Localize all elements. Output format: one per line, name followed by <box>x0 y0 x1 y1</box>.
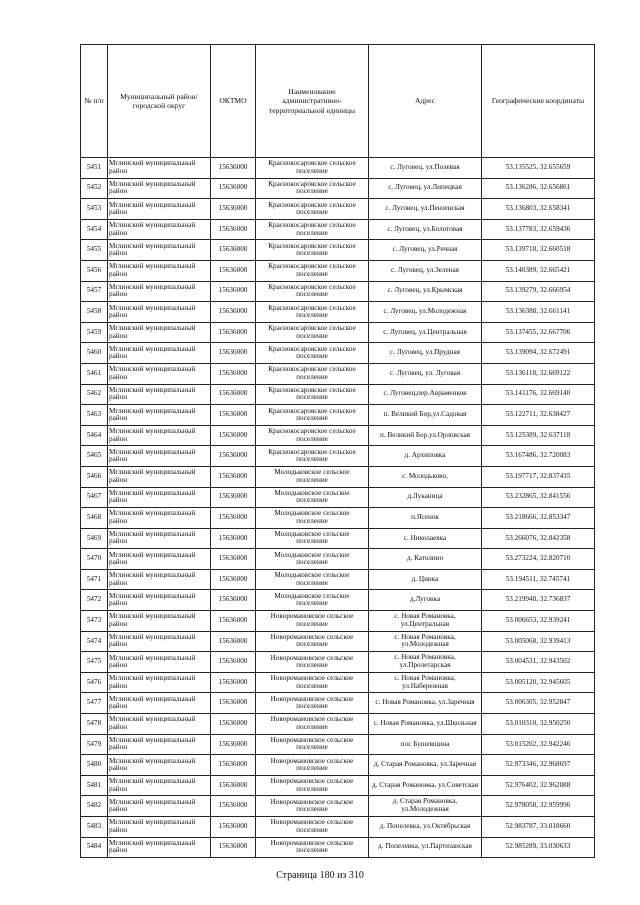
row-number: 5474 <box>81 631 108 652</box>
oktmo-cell: 15636000 <box>211 693 256 714</box>
coordinates-cell: 53.137455, 32.667706 <box>482 322 595 343</box>
row-number: 5466 <box>81 466 108 487</box>
address-cell: п. Великий Бор,ул.Орловская <box>369 425 482 446</box>
oktmo-cell: 15636000 <box>211 466 256 487</box>
table-row <box>81 425 595 446</box>
settlement-cell: Новоромановское сельское поселение <box>256 775 369 796</box>
coordinates-cell: 53.136286, 32.656861 <box>482 178 595 199</box>
coordinates-cell: 53.140389, 32.665421 <box>482 260 595 281</box>
table-row <box>81 487 595 508</box>
address-cell: с. Луговец, ул.Болотовая <box>369 219 482 240</box>
address-cell: д. Архиповка <box>369 446 482 467</box>
oktmo-cell: 15636000 <box>211 158 256 179</box>
settlement-cell: Молодьковское сельское поселение <box>256 528 369 549</box>
address-cell: с. Новая Романовка, ул.Набережная <box>369 672 482 693</box>
coordinates-cell: 52.985289, 33.030633 <box>482 837 595 858</box>
coordinates-cell: 53.006305, 32.952847 <box>482 693 595 714</box>
coordinates-cell: 53.139718, 32.660518 <box>482 240 595 261</box>
oktmo-cell: 15636000 <box>211 281 256 302</box>
oktmo-cell: 15636000 <box>211 611 256 632</box>
oktmo-cell: 15636000 <box>211 817 256 838</box>
row-number: 5472 <box>81 590 108 611</box>
oktmo-cell: 15636000 <box>211 569 256 590</box>
table-row <box>81 219 595 240</box>
district-cell: Мглинский муниципальный район <box>108 775 211 796</box>
address-cell: с. Луговец, ул.Крымская <box>369 281 482 302</box>
coordinates-cell: 53.232865, 32.841556 <box>482 487 595 508</box>
district-cell: Мглинский муниципальный район <box>108 446 211 467</box>
oktmo-cell: 15636000 <box>211 775 256 796</box>
settlement-cell: Новоромановское сельское поселение <box>256 817 369 838</box>
row-number: 5470 <box>81 549 108 570</box>
table-row <box>81 363 595 384</box>
oktmo-cell: 15636000 <box>211 590 256 611</box>
district-cell: Мглинский муниципальный район <box>108 405 211 426</box>
address-cell: с. Новая Романовка, ул.Пролетарская <box>369 652 482 673</box>
district-cell: Мглинский муниципальный район <box>108 837 211 858</box>
settlement-cell: Новоромановское сельское поселение <box>256 714 369 735</box>
coordinates-cell: 53.136388, 32.661141 <box>482 302 595 323</box>
oktmo-cell: 15636000 <box>211 219 256 240</box>
district-cell: Мглинский муниципальный район <box>108 425 211 446</box>
district-cell: Мглинский муниципальный район <box>108 590 211 611</box>
settlement-cell: Краснокосаровское сельское поселение <box>256 302 369 323</box>
oktmo-cell: 15636000 <box>211 199 256 220</box>
table-row <box>81 817 595 838</box>
coordinates-cell: 53.139279, 32.666954 <box>482 281 595 302</box>
settlement-cell: Молодьковское сельское поселение <box>256 508 369 529</box>
oktmo-cell: 15636000 <box>211 508 256 529</box>
address-cell: с. Новая Романовка, ул.Школьная <box>369 714 482 735</box>
settlement-cell: Новоромановское сельское поселение <box>256 631 369 652</box>
oktmo-cell: 15636000 <box>211 631 256 652</box>
address-cell: с. Луговец, ул.Полевая <box>369 158 482 179</box>
district-cell: Мглинский муниципальный район <box>108 652 211 673</box>
settlement-cell: Краснокосаровское сельское поселение <box>256 219 369 240</box>
address-cell: с. Луговец, ул.Пензенская <box>369 199 482 220</box>
settlements-table <box>80 44 595 858</box>
table-row <box>81 631 595 652</box>
oktmo-cell: 15636000 <box>211 405 256 426</box>
coordinates-cell: 52.976402, 32.962088 <box>482 775 595 796</box>
district-cell: Мглинский муниципальный район <box>108 817 211 838</box>
row-number: 5468 <box>81 508 108 529</box>
district-cell: Мглинский муниципальный район <box>108 158 211 179</box>
table-row <box>81 549 595 570</box>
settlement-cell: Новоромановское сельское поселение <box>256 837 369 858</box>
row-number: 5462 <box>81 384 108 405</box>
coordinates-cell: 53.167486, 32.720083 <box>482 446 595 467</box>
row-number: 5469 <box>81 528 108 549</box>
coordinates-cell: 53.194511, 32.745741 <box>482 569 595 590</box>
settlement-cell: Краснокосаровское сельское поселение <box>256 260 369 281</box>
settlement-cell: Новоромановское сельское поселение <box>256 611 369 632</box>
address-cell: п. Великий Бор,ул.Садовая <box>369 405 482 426</box>
page-number: Страница 180 из 310 <box>276 870 364 881</box>
address-cell: с. Луговец, ул.Липецкая <box>369 178 482 199</box>
row-number: 5477 <box>81 693 108 714</box>
row-number: 5456 <box>81 260 108 281</box>
address-cell: с. Луговец, ул.Молодежная <box>369 302 482 323</box>
district-cell: Мглинский муниципальный район <box>108 528 211 549</box>
header-unit: Наименование административно-территориальной единицы <box>256 45 369 158</box>
settlement-cell: Краснокосаровское сельское поселение <box>256 240 369 261</box>
coordinates-cell: 52.983787, 33.018660 <box>482 817 595 838</box>
settlement-cell: Молодьковское сельское поселение <box>256 590 369 611</box>
settlement-cell: Новоромановское сельское поселение <box>256 755 369 776</box>
settlement-cell: Краснокосаровское сельское поселение <box>256 322 369 343</box>
settlement-cell: Краснокосаровское сельское поселение <box>256 178 369 199</box>
table-row <box>81 611 595 632</box>
row-number: 5475 <box>81 652 108 673</box>
coordinates-cell: 52.978058, 32.959996 <box>482 796 595 817</box>
district-cell: Мглинский муниципальный район <box>108 199 211 220</box>
settlement-cell: Новоромановское сельское поселение <box>256 734 369 755</box>
address-cell: с. Новая Романовка, ул.Молодежная <box>369 631 482 652</box>
row-number: 5460 <box>81 343 108 364</box>
district-cell: Мглинский муниципальный район <box>108 240 211 261</box>
header-num: № п/п <box>81 45 108 158</box>
table-row <box>81 734 595 755</box>
address-cell: д. Попелевка, ул.Октябрьская <box>369 817 482 838</box>
district-cell: Мглинский муниципальный район <box>108 631 211 652</box>
row-number: 5451 <box>81 158 108 179</box>
address-cell: с. Луговец,пер.Авраменков <box>369 384 482 405</box>
coordinates-cell: 53.218666, 32.853347 <box>482 508 595 529</box>
table-row <box>81 569 595 590</box>
district-cell: Мглинский муниципальный район <box>108 363 211 384</box>
row-number: 5471 <box>81 569 108 590</box>
table-row <box>81 755 595 776</box>
oktmo-cell: 15636000 <box>211 240 256 261</box>
table-row <box>81 796 595 817</box>
settlement-cell: Краснокосаровское сельское поселение <box>256 425 369 446</box>
district-cell: Мглинский муниципальный район <box>108 384 211 405</box>
address-cell: с. Молодьково, <box>369 466 482 487</box>
oktmo-cell: 15636000 <box>211 446 256 467</box>
district-cell: Мглинский муниципальный район <box>108 611 211 632</box>
settlement-cell: Краснокосаровское сельское поселение <box>256 281 369 302</box>
settlement-cell: Новоромановское сельское поселение <box>256 672 369 693</box>
address-cell: с. Новая Романовка, ул.Центральная <box>369 611 482 632</box>
district-cell: Мглинский муниципальный район <box>108 322 211 343</box>
coordinates-cell: 53.010310, 32.950250 <box>482 714 595 735</box>
table-row <box>81 672 595 693</box>
coordinates-cell: 53.015202, 32.942246 <box>482 734 595 755</box>
row-number: 5482 <box>81 796 108 817</box>
coordinates-cell: 53.005120, 32.945605 <box>482 672 595 693</box>
settlement-cell: Краснокосаровское сельское поселение <box>256 363 369 384</box>
coordinates-cell: 53.137783, 32.659436 <box>482 219 595 240</box>
district-cell: Мглинский муниципальный район <box>108 693 211 714</box>
row-number: 5465 <box>81 446 108 467</box>
oktmo-cell: 15636000 <box>211 487 256 508</box>
table-row <box>81 158 595 179</box>
oktmo-cell: 15636000 <box>211 796 256 817</box>
table-row <box>81 693 595 714</box>
oktmo-cell: 15636000 <box>211 260 256 281</box>
table-row <box>81 240 595 261</box>
district-cell: Мглинский муниципальный район <box>108 714 211 735</box>
row-number: 5479 <box>81 734 108 755</box>
oktmo-cell: 15636000 <box>211 549 256 570</box>
settlement-cell: Молодьковское сельское поселение <box>256 569 369 590</box>
table-row <box>81 652 595 673</box>
table-row <box>81 714 595 735</box>
coordinates-cell: 53.139094, 32.672491 <box>482 343 595 364</box>
oktmo-cell: 15636000 <box>211 714 256 735</box>
oktmo-cell: 15636000 <box>211 178 256 199</box>
address-cell: д. Старая Романовка, ул.Советская <box>369 775 482 796</box>
table-body <box>81 158 595 858</box>
table-row <box>81 837 595 858</box>
address-cell: д. Попелевка, ул.Партизанская <box>369 837 482 858</box>
coordinates-cell: 53.005068, 32.939413 <box>482 631 595 652</box>
row-number: 5454 <box>81 219 108 240</box>
table-row <box>81 260 595 281</box>
oktmo-cell: 15636000 <box>211 343 256 364</box>
oktmo-cell: 15636000 <box>211 734 256 755</box>
table-row <box>81 405 595 426</box>
row-number: 5476 <box>81 672 108 693</box>
table-row <box>81 281 595 302</box>
oktmo-cell: 15636000 <box>211 425 256 446</box>
district-cell: Мглинский муниципальный район <box>108 796 211 817</box>
row-number: 5481 <box>81 775 108 796</box>
coordinates-cell: 53.136803, 32.658341 <box>482 199 595 220</box>
district-cell: Мглинский муниципальный район <box>108 343 211 364</box>
row-number: 5484 <box>81 837 108 858</box>
district-cell: Мглинский муниципальный район <box>108 672 211 693</box>
coordinates-cell: 53.266076, 32.842358 <box>482 528 595 549</box>
settlement-cell: Новоромановское сельское поселение <box>256 693 369 714</box>
table-row <box>81 322 595 343</box>
coordinates-cell: 53.273224, 32.820710 <box>482 549 595 570</box>
district-cell: Мглинский муниципальный район <box>108 508 211 529</box>
settlement-cell: Молодьковское сельское поселение <box>256 549 369 570</box>
oktmo-cell: 15636000 <box>211 384 256 405</box>
oktmo-cell: 15636000 <box>211 672 256 693</box>
settlement-cell: Краснокосаровское сельское поселение <box>256 384 369 405</box>
row-number: 5467 <box>81 487 108 508</box>
settlement-cell: Молодьковское сельское поселение <box>256 487 369 508</box>
row-number: 5473 <box>81 611 108 632</box>
address-cell: д. Старая Романовка, ул.Молодежная <box>369 796 482 817</box>
oktmo-cell: 15636000 <box>211 652 256 673</box>
header-coords: Географические координаты <box>482 45 595 158</box>
row-number: 5480 <box>81 755 108 776</box>
coordinates-cell: 53.136118, 32.669122 <box>482 363 595 384</box>
address-cell: п.Ясенок <box>369 508 482 529</box>
coordinates-cell: 53.197717, 32.837435 <box>482 466 595 487</box>
address-cell: д. Цинка <box>369 569 482 590</box>
settlement-cell: Краснокосаровское сельское поселение <box>256 199 369 220</box>
table-row <box>81 343 595 364</box>
district-cell: Мглинский муниципальный район <box>108 178 211 199</box>
settlement-cell: Новоромановское сельское поселение <box>256 652 369 673</box>
coordinates-cell: 53.219948, 32.736837 <box>482 590 595 611</box>
row-number: 5464 <box>81 425 108 446</box>
coordinates-cell: 53.122711, 32.638427 <box>482 405 595 426</box>
row-number: 5455 <box>81 240 108 261</box>
district-cell: Мглинский муниципальный район <box>108 755 211 776</box>
settlement-cell: Краснокосаровское сельское поселение <box>256 446 369 467</box>
oktmo-cell: 15636000 <box>211 302 256 323</box>
table-row <box>81 178 595 199</box>
table-row <box>81 384 595 405</box>
table-row <box>81 508 595 529</box>
header-oktmo: ОКТМО <box>211 45 256 158</box>
oktmo-cell: 15636000 <box>211 363 256 384</box>
address-cell: с. Луговец, ул.Центральная <box>369 322 482 343</box>
row-number: 5461 <box>81 363 108 384</box>
table-header <box>81 45 595 158</box>
district-cell: Мглинский муниципальный район <box>108 487 211 508</box>
address-cell: с. Луговец, ул.Прудная <box>369 343 482 364</box>
oktmo-cell: 15636000 <box>211 755 256 776</box>
table-row <box>81 446 595 467</box>
coordinates-cell: 53.141176, 32.669140 <box>482 384 595 405</box>
district-cell: Мглинский муниципальный район <box>108 466 211 487</box>
address-cell: с. Луговец, ул.Речная <box>369 240 482 261</box>
coordinates-cell: 53.135525, 32.655659 <box>482 158 595 179</box>
row-number: 5459 <box>81 322 108 343</box>
coordinates-cell: 52.973346, 32.968697 <box>482 755 595 776</box>
row-number: 5453 <box>81 199 108 220</box>
district-cell: Мглинский муниципальный район <box>108 219 211 240</box>
address-cell: с. Новая Романовка, ул.Заречная <box>369 693 482 714</box>
table-row <box>81 302 595 323</box>
settlement-cell: Краснокосаровское сельское поселение <box>256 405 369 426</box>
row-number: 5458 <box>81 302 108 323</box>
header-district: Муниципальный район/городской округ <box>108 45 211 158</box>
table-row <box>81 590 595 611</box>
oktmo-cell: 15636000 <box>211 528 256 549</box>
oktmo-cell: 15636000 <box>211 322 256 343</box>
row-number: 5452 <box>81 178 108 199</box>
address-cell: пос Бушевщина <box>369 734 482 755</box>
district-cell: Мглинский муниципальный район <box>108 549 211 570</box>
district-cell: Мглинский муниципальный район <box>108 734 211 755</box>
district-cell: Мглинский муниципальный район <box>108 302 211 323</box>
address-cell: д. Католино <box>369 549 482 570</box>
settlement-cell: Краснокосаровское сельское поселение <box>256 158 369 179</box>
district-cell: Мглинский муниципальный район <box>108 281 211 302</box>
settlement-cell: Молодьковское сельское поселение <box>256 466 369 487</box>
row-number: 5483 <box>81 817 108 838</box>
settlement-cell: Новоромановское сельское поселение <box>256 796 369 817</box>
address-cell: с. Николаевка <box>369 528 482 549</box>
district-cell: Мглинский муниципальный район <box>108 569 211 590</box>
coordinates-cell: 53.125389, 32.637118 <box>482 425 595 446</box>
address-cell: с. Луговец, ул. Луговая <box>369 363 482 384</box>
district-cell: Мглинский муниципальный район <box>108 260 211 281</box>
address-cell: д. Старая Романовка, ул.Заречная <box>369 755 482 776</box>
header-address: Адрес <box>369 45 482 158</box>
table-row <box>81 775 595 796</box>
coordinates-cell: 53.006653, 32.939241 <box>482 611 595 632</box>
coordinates-cell: 53.004531, 32.943502 <box>482 652 595 673</box>
row-number: 5457 <box>81 281 108 302</box>
table-row <box>81 466 595 487</box>
row-number: 5478 <box>81 714 108 735</box>
address-cell: с. Луговец, ул.Зеленая <box>369 260 482 281</box>
oktmo-cell: 15636000 <box>211 837 256 858</box>
settlement-cell: Краснокосаровское сельское поселение <box>256 343 369 364</box>
address-cell: д.Луканица <box>369 487 482 508</box>
address-cell: д.Луговка <box>369 590 482 611</box>
row-number: 5463 <box>81 405 108 426</box>
table-row <box>81 528 595 549</box>
table-row <box>81 199 595 220</box>
